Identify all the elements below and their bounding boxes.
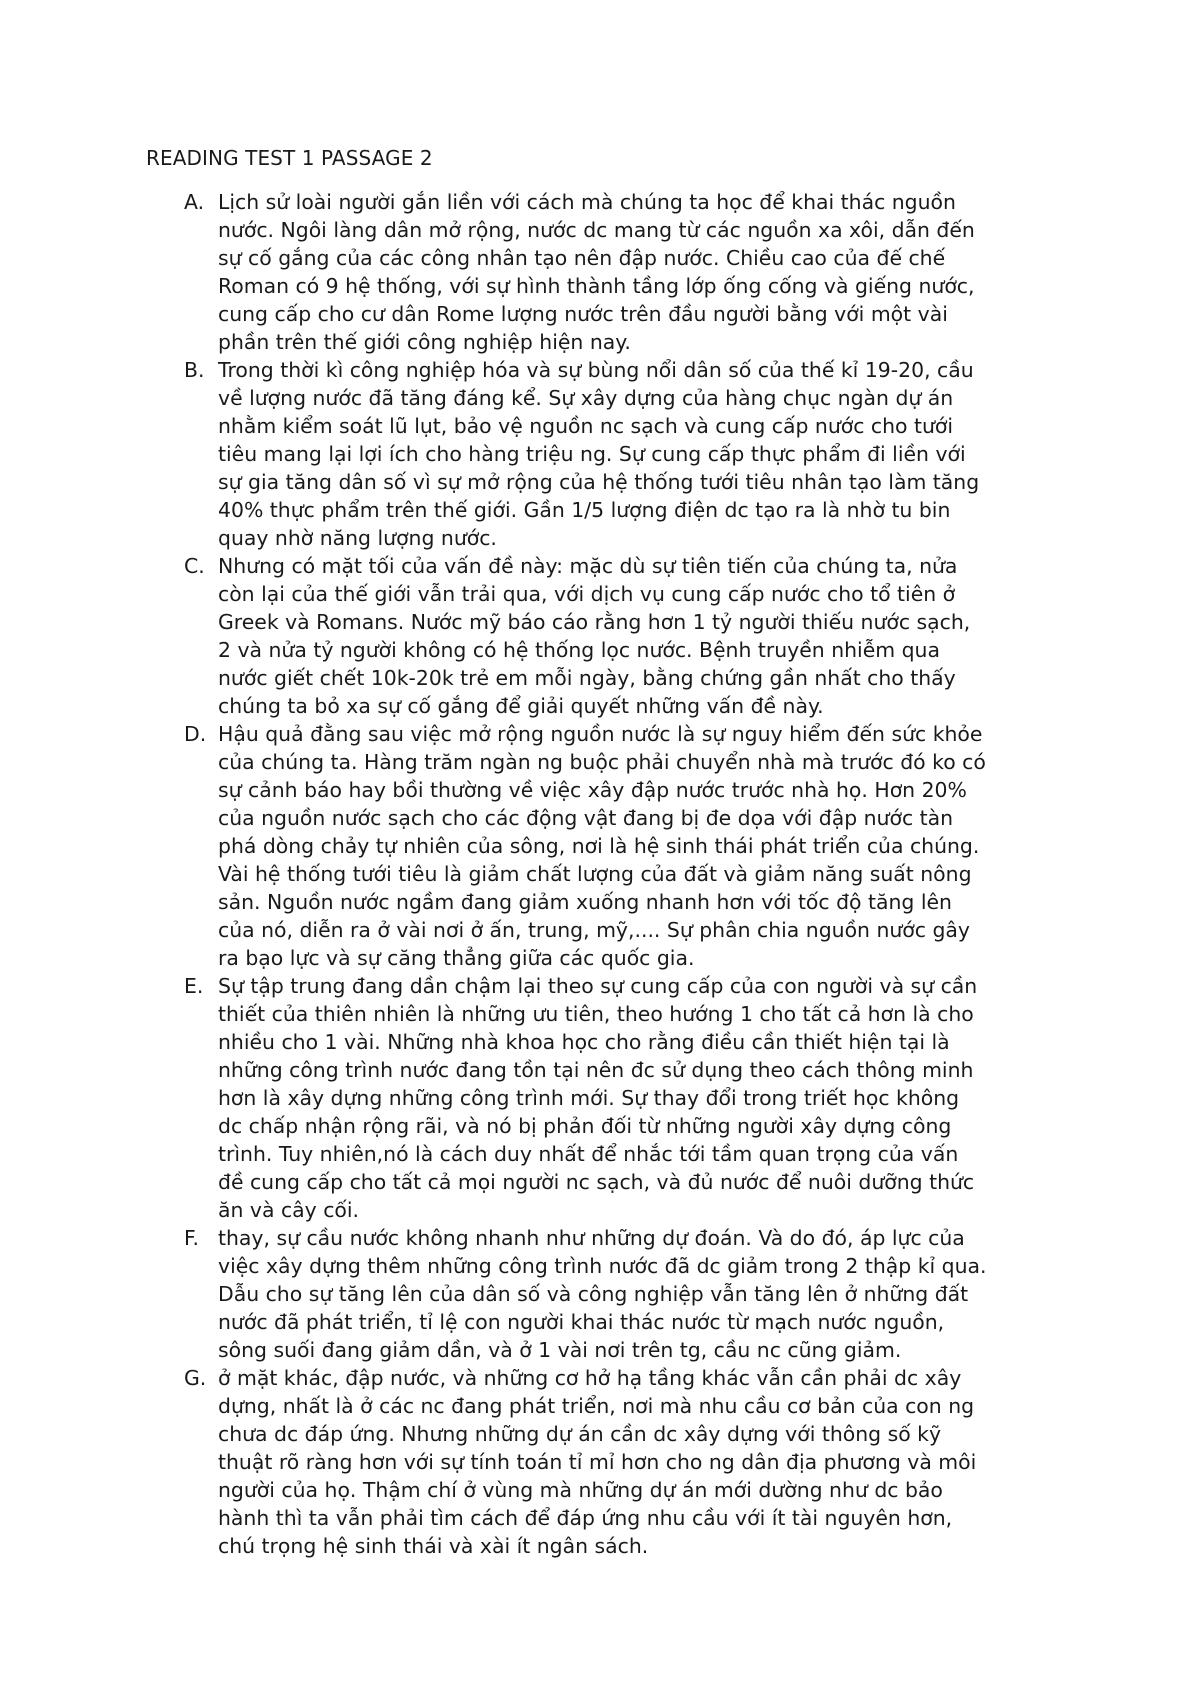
- paragraph-e: [184, 972, 1064, 1224]
- paragraph-letter: A.: [184, 190, 205, 214]
- paragraph-letter: C.: [184, 554, 205, 578]
- paragraph-d: [184, 720, 1064, 972]
- paragraph-f: [184, 1224, 1064, 1364]
- paragraph-text: Sự tập trung đang dần chậm lại theo sự cung cấp của con người và sự cần thiết của thiên nhiên là những ưu tiên, theo hướng 1 cho tất cả hơn là cho nhiều cho 1 vài. Những nhà khoa học cho rằng điều cần thiết hiện tại là những công trình nước đang tồn tại nên đc sử dụng theo cách thông minh hơn là xây dựng những công trình mới. Sự thay đổi trong triết học không dc chấp nhận rộng rãi, và nó bị phản đối từ những người xây dựng công trình. Tuy nhiên,nó là cách duy nhất để nhắc tới tầm quan trọng của vấn đề cung cấp cho tất cả mọi người nc sạch, và đủ nước để nuôi dưỡng thức ăn và cây cối.: [218, 974, 978, 1222]
- paragraph-b: [184, 356, 1064, 552]
- paragraph-letter: G.: [184, 1366, 207, 1390]
- paragraph-letter: B.: [184, 358, 205, 382]
- paragraph-text: thay, sự cầu nước không nhanh như những dự đoán. Và do đó, áp lực của việc xây dựng thêm những công trình nước đã dc giảm trong 2 thập kỉ qua. Dẫu cho sự tăng lên của dân số và công nghiệp vẫn tăng lên ở những đất nước đã phát triển, tỉ lệ con người khai thác nước từ mạch nước nguồn, sông suối đang giảm dần, và ở 1 vài nơi trên tg, cầu nc cũng giảm.: [218, 1226, 987, 1362]
- paragraph-letter: F.: [184, 1226, 199, 1250]
- paragraph-text: Trong thời kì công nghiệp hóa và sự bùng nổi dân số của thế kỉ 19-20, cầu về lượng nước đã tăng đáng kể. Sự xây dựng của hàng chục ngàn dự án nhằm kiểm soát lũ lụt, bảo vệ nguồn nc sạch và cung cấp nước cho tưới tiêu mang lại lợi ích cho hàng triệu ng. Sự cung cấp thực phẩm đi liền với sự gia tăng dân số vì sự mở rộng của hệ thống tưới tiêu nhân tạo làm tăng 40% thực phẩm trên thế giới. Gần 1/5 lượng điện dc tạo ra là nhờ tu bin quay nhờ năng lượng nước.: [218, 358, 980, 550]
- paragraph-letter: E.: [184, 974, 204, 998]
- paragraph-text: Lịch sử loài người gắn liền với cách mà chúng ta học để khai thác nguồn nước. Ngôi làng dân mở rộng, nước dc mang từ các nguồn xa xôi, dẫn đến sự cố gắng của các công nhân tạo nên đập nước. Chiều cao của đế chế Roman có 9 hệ thống, với sự hình thành tầng lớp ống cống và giếng nước, cung cấp cho cư dân Rome lượng nước trên đầu người bằng với một vài phần trên thế giới công nghiệp hiện nay.: [218, 190, 975, 354]
- paragraph-text: Hậu quả đằng sau việc mở rộng nguồn nước là sự nguy hiểm đến sức khỏe của chúng ta. Hàng trăm ngàn ng buộc phải chuyển nhà mà trước đó ko có sự cảnh báo hay bồi thường về việc xây đập nước trước nhà họ. Hơn 20% của nguồn nước sạch cho các động vật đang bị đe dọa với đập nước tàn phá dòng chảy tự nhiên của sông, nơi là hệ sinh thái phát triển của chúng. Vài hệ thống tưới tiêu là giảm chất lượng của đất và giảm năng suất nông sản. Nguồn nước ngầm đang giảm xuống nhanh hơn với tốc độ tăng lên của nó, diễn ra ở vài nơi ở ấn, trung, mỹ,.... Sự phân chia nguồn nước gây ra bạo lực và sự căng thẳng giữa các quốc gia.: [218, 722, 986, 970]
- paragraph-g: [184, 1364, 1064, 1560]
- paragraph-a: [184, 188, 1064, 356]
- paragraph-text: ở mặt khác, đập nước, và những cơ hở hạ tầng khác vẫn cần phải dc xây dựng, nhất là ở các nc đang phát triển, nơi mà nhu cầu cơ bản của con ng chưa dc đáp ứng. Nhưng những dự án cần dc xây dựng với thông số kỹ thuật rõ ràng hơn với sự tính toán tỉ mỉ hơn cho ng dân địa phương và môi người của họ. Thậm chí ở vùng mà những dự án mới dường như dc bảo hành thì ta vẫn phải tìm cách để đáp ứng nhu cầu với ít tài nguyên hơn, chú trọng hệ sinh thái và xài ít ngân sách.: [218, 1366, 977, 1558]
- paragraph-c: [184, 552, 1064, 720]
- passage-paragraph-list: [184, 188, 1064, 1560]
- paragraph-letter: D.: [184, 722, 207, 746]
- document-title: READING TEST 1 PASSAGE 2: [146, 146, 433, 170]
- paragraph-text: Nhưng có mặt tối của vấn đề này: mặc dù sự tiên tiến của chúng ta, nửa còn lại của thế giới vẫn trải qua, với dịch vụ cung cấp nước cho tổ tiên ở Greek và Romans. Nước mỹ báo cáo rằng hơn 1 tỷ người thiếu nước sạch, 2 và nửa tỷ người không có hệ thống lọc nước. Bệnh truyền nhiễm qua nước giết chết 10k-20k trẻ em mỗi ngày, bằng chứng gần nhất cho thấy chúng ta bỏ xa sự cố gắng để giải quyết những vấn đề này.: [218, 554, 971, 718]
